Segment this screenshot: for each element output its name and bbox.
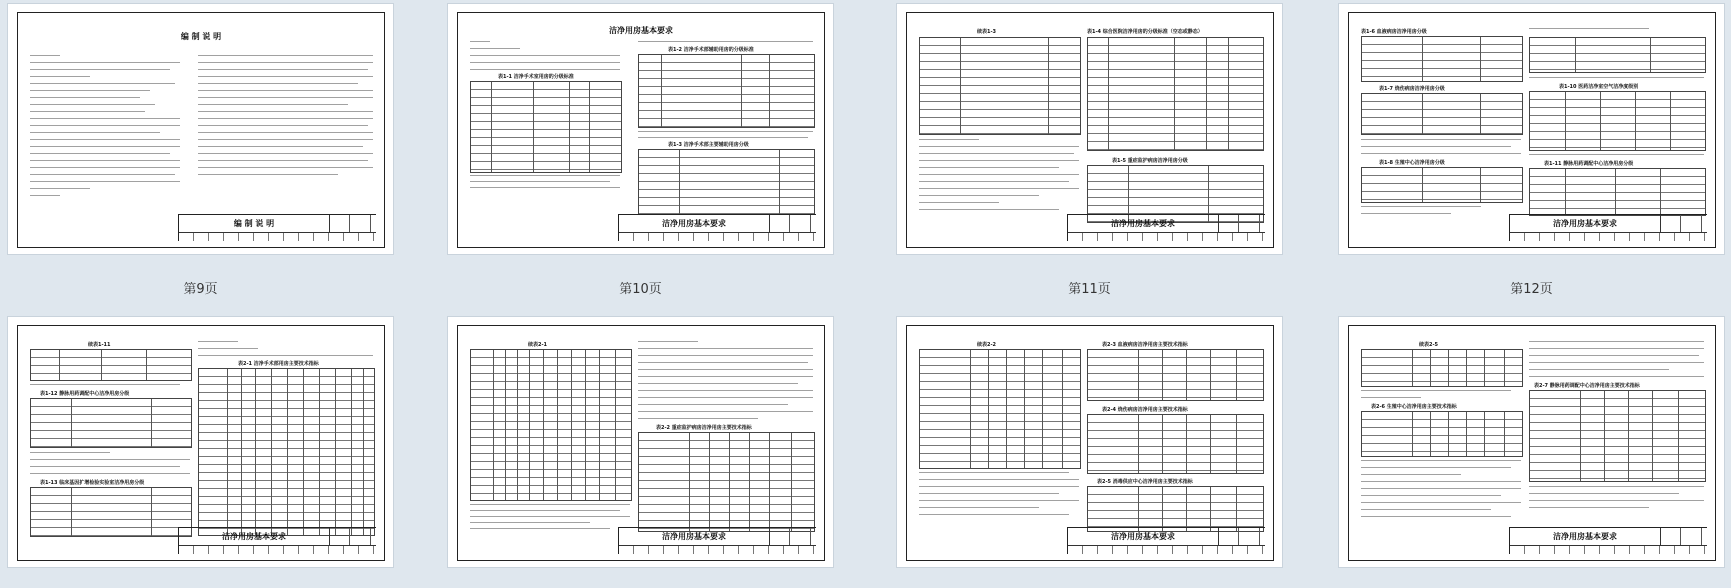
table xyxy=(638,149,815,215)
title-block xyxy=(178,527,376,554)
table-caption: 表2-4 烧伤病房洁净用房主要技术指标 xyxy=(1102,407,1188,413)
page-thumbnail-16[interactable] xyxy=(1339,317,1724,567)
title-block-name: 洁净用房基本要求 xyxy=(1510,215,1661,233)
page-label-9: 第9页 xyxy=(183,282,218,297)
table xyxy=(198,368,375,536)
title-block-name: 洁净用房基本要求 xyxy=(619,215,770,233)
table-caption: 续表1-3 xyxy=(977,29,997,35)
title-block xyxy=(618,527,816,554)
table-caption: 表1-6 血液病房洁净用房分级 xyxy=(1361,29,1427,35)
title-block xyxy=(178,214,376,241)
title-block-name: 洁净用房基本要求 xyxy=(619,528,770,546)
table xyxy=(30,487,192,537)
table xyxy=(1529,168,1706,216)
table-caption: 表1-10 医药洁净室空气洁净度级别 xyxy=(1559,84,1639,90)
page-label-11: 第11页 xyxy=(1068,282,1111,297)
table xyxy=(30,398,192,448)
table-caption: 表2-2 重症监护病房洁净用房主要技术指标 xyxy=(656,425,752,431)
table xyxy=(470,349,632,501)
table xyxy=(470,81,622,173)
table xyxy=(1529,390,1706,482)
title-block-name: 洁净用房基本要求 xyxy=(179,528,330,546)
table xyxy=(1361,411,1523,457)
page-thumbnail-11[interactable] xyxy=(897,4,1282,254)
table xyxy=(638,432,815,532)
table-caption: 表1-11 静脉用药调配中心洁净用房分级 xyxy=(1544,161,1634,167)
title-block xyxy=(1509,527,1707,554)
drawing-frame xyxy=(17,325,385,561)
title-block-name: 洁净用房基本要求 xyxy=(1068,215,1219,233)
table-caption: 表1-13 临床基因扩增检验实验室洁净用房分级 xyxy=(40,480,145,486)
page-thumbnail-10[interactable] xyxy=(448,4,833,254)
table-caption: 表1-1 洁净手术室用房的分级标准 xyxy=(498,74,574,80)
table-caption: 表2-5 消毒供应中心洁净用房主要技术指标 xyxy=(1097,479,1193,485)
page-label-12: 第12页 xyxy=(1510,282,1553,297)
table xyxy=(1529,37,1706,73)
table-caption: 续表2-2 xyxy=(977,342,997,348)
table-caption: 表1-8 生殖中心洁净用房分级 xyxy=(1379,160,1445,166)
table-caption: 表1-3 洁净手术部主要辅助用房分级 xyxy=(668,142,749,148)
table xyxy=(1529,91,1706,151)
table xyxy=(1087,414,1264,474)
table-caption: 表1-4 综合医院洁净用房的分级标准（空态或静态） xyxy=(1087,29,1203,35)
drawing-frame xyxy=(457,12,825,248)
table xyxy=(1361,93,1523,135)
title-block xyxy=(1509,214,1707,241)
title-block xyxy=(618,214,816,241)
table xyxy=(1361,36,1523,82)
table-caption: 续表2-1 xyxy=(528,342,548,348)
page-thumbnail-9[interactable] xyxy=(8,4,393,254)
table-caption: 表1-5 重症监护病房洁净用房分级 xyxy=(1112,158,1188,164)
drawing-frame xyxy=(1348,325,1716,561)
table-caption: 表2-3 血液病房洁净用房主要技术指标 xyxy=(1102,342,1188,348)
page-heading: 编 制 说 明 xyxy=(180,31,222,41)
table xyxy=(1361,167,1523,203)
title-block xyxy=(1067,527,1265,554)
table-caption: 续表2-5 xyxy=(1419,342,1439,348)
title-block xyxy=(1067,214,1265,241)
table-caption: 表2-6 生殖中心洁净用房主要技术指标 xyxy=(1371,404,1457,410)
table-caption: 表1-2 洁净手术部辅助用房的分级标准 xyxy=(668,47,754,53)
table xyxy=(919,37,1081,135)
table xyxy=(1087,37,1264,151)
drawing-frame xyxy=(906,12,1274,248)
table xyxy=(1087,349,1264,401)
table-caption: 表2-1 洁净手术部用房主要技术指标 xyxy=(238,361,319,367)
title-block-name: 编 制 说 明 xyxy=(179,215,330,233)
page-thumbnail-14[interactable] xyxy=(448,317,833,567)
page-thumbnail-13[interactable] xyxy=(8,317,393,567)
table xyxy=(638,54,815,128)
page-thumbnail-15[interactable] xyxy=(897,317,1282,567)
title-block-name: 洁净用房基本要求 xyxy=(1510,528,1661,546)
table xyxy=(1087,486,1264,532)
table-caption: 表1-7 烧伤病房洁净用房分级 xyxy=(1379,86,1445,92)
drawing-frame xyxy=(457,325,825,561)
table xyxy=(1361,349,1523,387)
page-label-10: 第10页 xyxy=(619,282,662,297)
drawing-frame xyxy=(17,12,385,248)
table-caption: 续表1-11 xyxy=(88,342,111,348)
table xyxy=(30,349,192,381)
page-thumbnail-12[interactable] xyxy=(1339,4,1724,254)
page-heading: 洁净用房基本要求 xyxy=(609,25,673,35)
title-block-name: 洁净用房基本要求 xyxy=(1068,528,1219,546)
table xyxy=(919,349,1081,469)
drawing-frame xyxy=(1348,12,1716,248)
table-caption: 表1-12 静脉用药调配中心洁净用房分级 xyxy=(40,391,130,397)
table-caption: 表2-7 静脉用药调配中心洁净用房主要技术指标 xyxy=(1534,383,1640,389)
drawing-frame xyxy=(906,325,1274,561)
